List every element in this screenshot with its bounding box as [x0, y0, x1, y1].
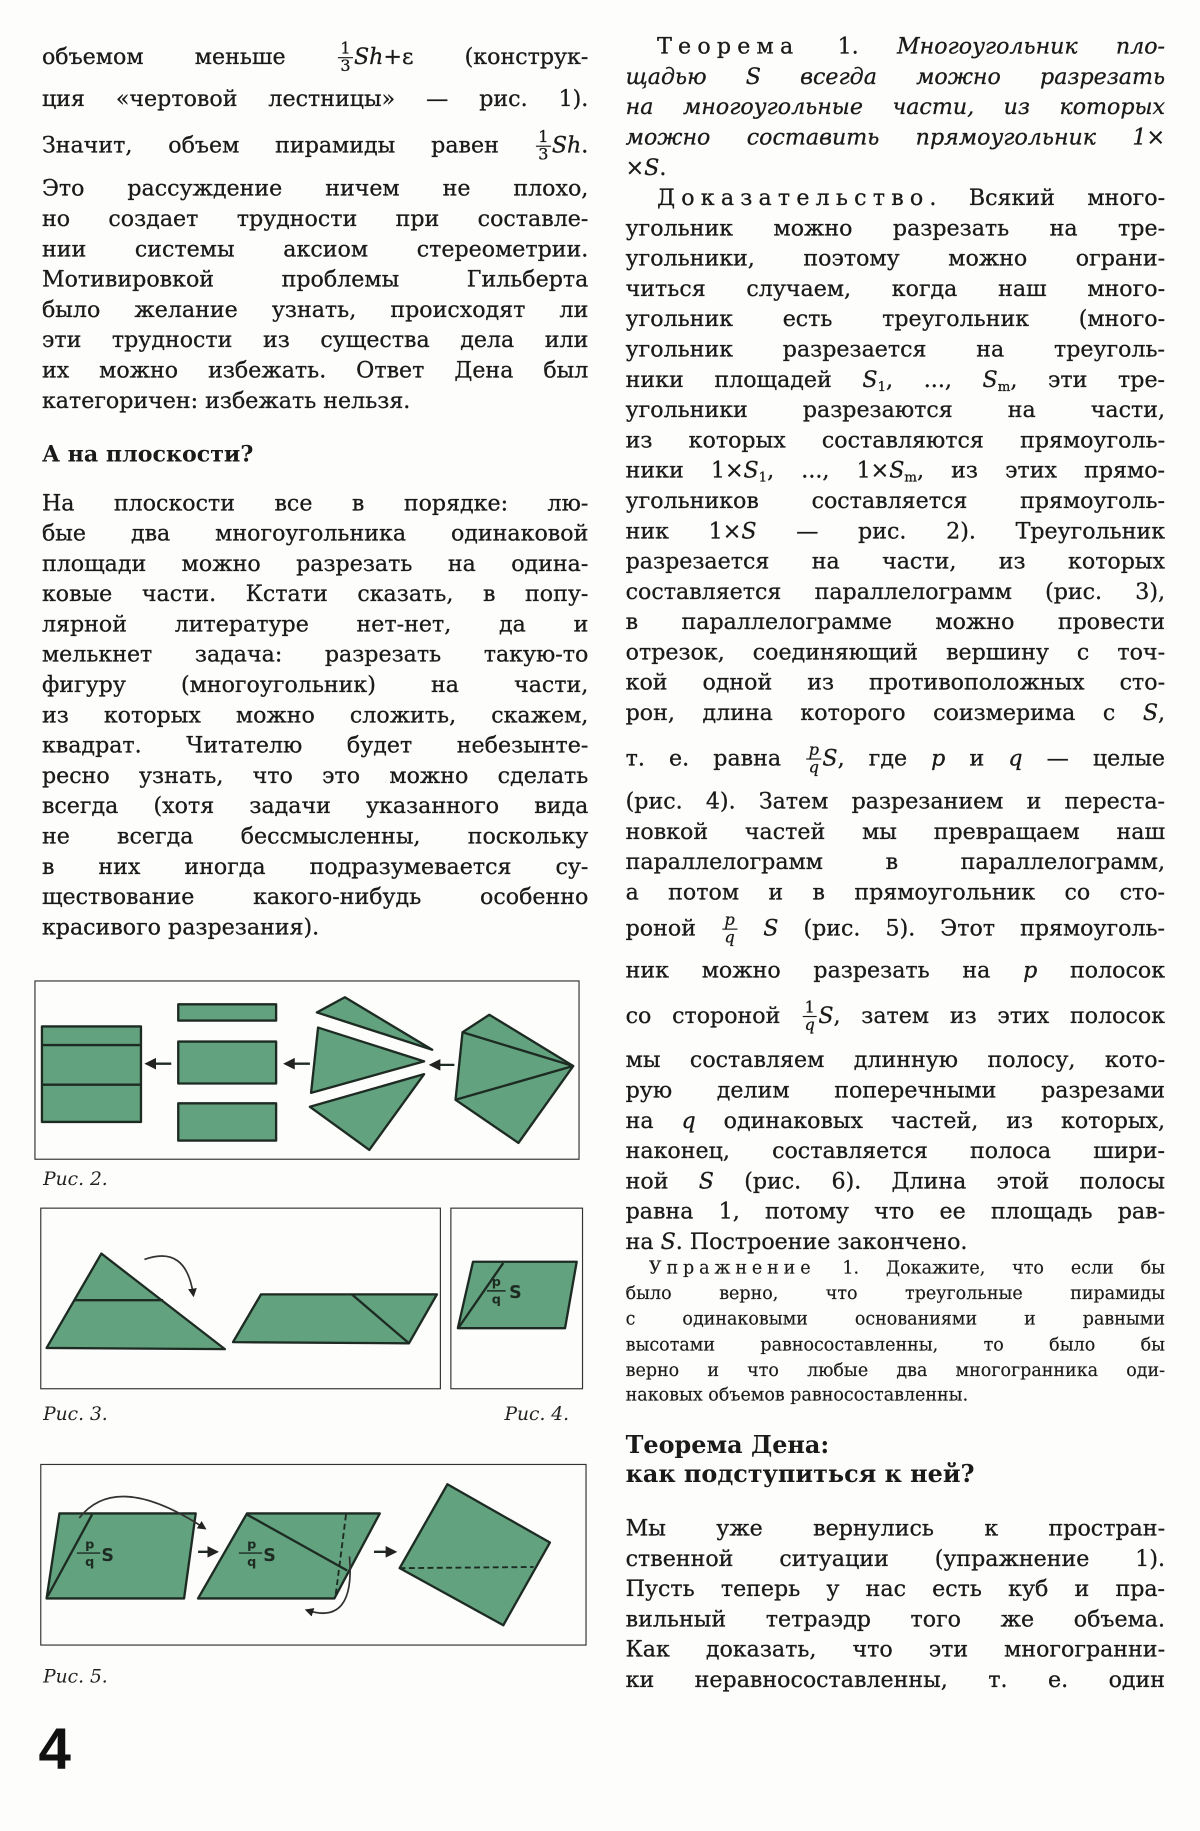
text-run: , из этих прямо- [916, 457, 1166, 484]
text-run: угольник есть треугольник (много- [625, 306, 1166, 333]
text-run: читься случаем, когда наш много- [625, 276, 1166, 302]
text-run: Мы уже вернулись к простран- [625, 1515, 1166, 1542]
subscript: m [997, 377, 1011, 395]
text-run: . [581, 132, 589, 159]
text-run: , где [837, 745, 932, 772]
text-run: из которых составляются прямоуголь- [625, 427, 1166, 454]
text-run: ники площадей [625, 366, 863, 393]
text-run: кой одной из противоположных сто- [625, 669, 1166, 696]
text-run: угольник можно разрезать на тре- [625, 215, 1166, 242]
text-run: объемом меньше [41, 44, 337, 70]
italic-text: Многоугольник пло- [896, 33, 1166, 60]
text-run: ресно узнать, что это можно сделать [41, 763, 589, 789]
fraction-denominator: 3 [536, 146, 551, 164]
text-run: Значит, объем пирамиды равен [41, 132, 535, 159]
assembled-rectangle [42, 1026, 141, 1122]
text-run: роной [625, 915, 722, 942]
text-run: т. е. равна [625, 745, 806, 772]
spaced-term: Упражнение [648, 1257, 816, 1279]
spaced-term: Теорема [657, 33, 800, 60]
dashed-line [400, 1567, 534, 1568]
fraction-numerator: 1 [804, 998, 815, 1018]
text-run: одинаковых частей, из которых, [695, 1107, 1166, 1134]
italic-text: S [1142, 700, 1159, 726]
label-numerator: p [85, 1537, 95, 1553]
subscript: m [904, 468, 917, 486]
figure-3 [41, 1208, 441, 1389]
strip-rectangle [178, 1004, 276, 1020]
text-run: было верно, что треугольные пирамиды [625, 1282, 1166, 1304]
italic-text: S [822, 745, 838, 772]
text-run: бые два многоугольника одинаковой [41, 520, 589, 547]
text-run: Теорема Дена: [625, 1430, 830, 1459]
text-run: и [945, 745, 1009, 772]
text-run: × [625, 154, 645, 181]
figure-4 [451, 1208, 583, 1389]
text-run: было желание узнать, происходят ли [41, 297, 589, 323]
text-run: нии системы аксиом стереометрии. [41, 236, 589, 263]
strip-rectangle [178, 1103, 276, 1140]
text-run: угольники разрезаются на части, [625, 397, 1166, 423]
text-run: как подступиться к ней? [625, 1459, 975, 1488]
text-run: А на плоскости? [41, 441, 254, 468]
spaced-term: Доказательство [657, 185, 930, 211]
italic-text: S [743, 457, 759, 484]
text-run: (рис. 6). Длина этой полосы [713, 1168, 1166, 1195]
text-run: лярной литературе нет-нет, да и [41, 611, 589, 638]
text-run: новкой частей мы превращаем наш [625, 819, 1166, 845]
text-run: . Построение закончено. [675, 1229, 968, 1255]
text-run: Как доказать, что эти многогранни- [625, 1636, 1166, 1663]
text-run: угольники, поэтому можно ограни- [625, 245, 1166, 272]
text-run: эти трудности из существа дела или [41, 327, 589, 354]
italic-text: S [818, 1002, 834, 1029]
caption-fig-4: Рис. 4. [504, 1402, 570, 1425]
text-run: высотами равносоставленны, то было бы [625, 1333, 1166, 1355]
page-number: 4 [38, 1716, 71, 1782]
italic-text: S [763, 915, 779, 942]
text-run: в параллелограмме можно провести [625, 609, 1166, 635]
text-run: составляется параллелограмм (рис. 3), [625, 579, 1166, 605]
text-run: на [625, 1229, 661, 1255]
text-run: рую делим поперечными разрезами [625, 1077, 1166, 1104]
text-run: параллелограмм в параллелограмм, [625, 849, 1166, 875]
fraction-denominator: q [722, 929, 737, 947]
text-run: на [625, 1107, 682, 1134]
text-run: но создает трудности при составле- [41, 206, 589, 232]
italic-text: S [982, 366, 998, 393]
text-run: , ..., 1× [767, 457, 890, 484]
text-run: угольник разрезается на треуголь- [625, 336, 1166, 363]
text-run: отрезок, соединяющий вершину с точ- [625, 639, 1166, 666]
strip-rectangle [178, 1042, 276, 1084]
polygon-original [456, 1015, 574, 1143]
text-run: ник можно разрезать на [625, 957, 1024, 984]
text-run: всегда (хотя задачи указанного вида [41, 793, 589, 820]
text-run: (рис. 4). Затем разрезанием и переста- [625, 788, 1166, 815]
italic-text: S [889, 457, 905, 484]
text-run: со стороной [625, 1002, 802, 1029]
italic-text: S [862, 366, 878, 393]
fraction-numerator: p [724, 911, 735, 930]
figure-2 [35, 981, 579, 1159]
italic-text: q [1008, 745, 1023, 772]
text-run: вильный тетраэдр того же объема. [625, 1606, 1166, 1633]
fraction-denominator: q [806, 759, 821, 777]
text-run: — целые [1022, 745, 1166, 772]
text-run: категоричен: избежать нельзя. [41, 387, 411, 414]
text-run: 1. Докажите, что если бы [815, 1257, 1166, 1279]
text-run: полосок [1037, 957, 1166, 984]
fraction-denominator: q [802, 1016, 817, 1034]
text-run: ковые части. Кстати сказать, в попу- [41, 581, 589, 607]
label-numerator: p [491, 1275, 501, 1291]
text-run: ственной ситуации (упражнение 1). [625, 1546, 1166, 1572]
label-variable: S [509, 1282, 522, 1303]
text-run: из которых можно сложить, скажем, [41, 702, 589, 729]
text-run: мы составляем длинную полосу, кото- [625, 1047, 1166, 1074]
text-run: ществование какого-нибудь особенно [41, 884, 589, 910]
text-run: рон, длина которого соизмерима с [625, 700, 1143, 726]
text-run: верно и что любые два многогранника оди- [625, 1359, 1166, 1381]
label-denominator: q [491, 1292, 501, 1308]
text-run: ки неравносоставленны, т. е. один [625, 1667, 1166, 1693]
italic-text: можно составить прямоугольник 1× [625, 124, 1166, 151]
italic-text: p [1023, 957, 1038, 984]
text-run: мелькнет задача: разрезать такую-то [41, 641, 589, 668]
text-run: угольников составляется прямоуголь- [625, 488, 1166, 514]
label-variable: S [101, 1546, 114, 1567]
caption-fig-5: Рис. 5. [43, 1664, 108, 1687]
fraction-denominator: 3 [338, 58, 353, 76]
text-run: разрезается на части, из которых [625, 548, 1166, 575]
text-run: равна 1, потому что ее площадь рав- [625, 1198, 1166, 1225]
text-run: их можно избежать. Ответ Дена был [41, 357, 589, 384]
italic-text: S [698, 1168, 714, 1195]
text-run: Пусть теперь у нас есть куб и пра- [625, 1576, 1166, 1602]
text-run: квадрат. Читателю будет небезынте- [41, 732, 589, 759]
text-run: красивого разрезания). [41, 914, 320, 941]
rotate-arrow-icon [144, 1256, 193, 1296]
italic-text: на многоугольные части, из которых [625, 94, 1166, 121]
parallelogram [233, 1294, 437, 1343]
text-run: , [1158, 700, 1166, 726]
italic-text: Sh [353, 44, 384, 70]
italic-text: S [741, 518, 757, 545]
rectangle-result [400, 1484, 550, 1625]
figure-5 [41, 1464, 586, 1645]
text-run: . [659, 154, 667, 181]
italic-text: S [660, 1229, 676, 1255]
caption-fig-3: Рис. 3. [43, 1402, 108, 1425]
text-run: наконец, составляется полоса шири- [625, 1138, 1166, 1164]
label-variable: S [263, 1546, 276, 1567]
text-run: ной [625, 1168, 699, 1195]
text-run: , затем из этих полосок [833, 1002, 1166, 1029]
label-denominator: q [85, 1554, 95, 1570]
text-run: площади можно разрезать на одина- [41, 551, 589, 577]
text-run: а потом и в прямоугольник со сто- [625, 879, 1166, 906]
text-run: Мотивировкой проблемы Гильберта [41, 266, 589, 293]
text-run: наковых объемов равносоставленны. [625, 1384, 969, 1406]
text-run: фигуру (многоугольник) на части, [41, 672, 589, 698]
text-run: (рис. 5). Этот прямоуголь- [778, 915, 1166, 942]
fraction-numerator: 1 [538, 128, 549, 147]
text-run: ник 1× [625, 518, 742, 545]
text-run: ники 1× [625, 457, 744, 484]
text-run: , эти тре- [1010, 366, 1166, 393]
text-run: — рис. 2). Треугольник [756, 518, 1166, 545]
text-run: На плоскости все в порядке: лю- [41, 490, 589, 517]
subscript: 1 [877, 377, 887, 395]
italic-text: q [681, 1107, 696, 1134]
text-run: +ε (конструк- [383, 44, 589, 70]
text-run: в них иногда подразумевается су- [41, 853, 589, 880]
italic-text: щадью S всегда можно разрезать [625, 64, 1166, 90]
text-run: , ..., [886, 366, 983, 393]
text-run: 1. [799, 33, 897, 60]
parallelogram [198, 1513, 380, 1598]
subscript: 1 [758, 468, 768, 486]
text-run: с одинаковыми основаниями и равными [625, 1308, 1166, 1330]
caption-fig-2: Рис. 2. [43, 1167, 108, 1190]
label-numerator: p [247, 1537, 257, 1553]
text-run: не всегда бессмысленны, поскольку [41, 823, 589, 850]
label-denominator: q [247, 1554, 257, 1570]
italic-text: p [931, 745, 946, 772]
fraction-numerator: p [808, 740, 819, 760]
fraction-numerator: 1 [340, 39, 351, 59]
text-run: ция «чертовой лестницы» — рис. 1). [41, 86, 589, 112]
text-run: Это рассуждение ничем не плохо, [41, 175, 589, 202]
text-run: . Всякий много- [929, 185, 1166, 211]
italic-text: S [644, 154, 660, 181]
italic-text: Sh [551, 132, 582, 159]
